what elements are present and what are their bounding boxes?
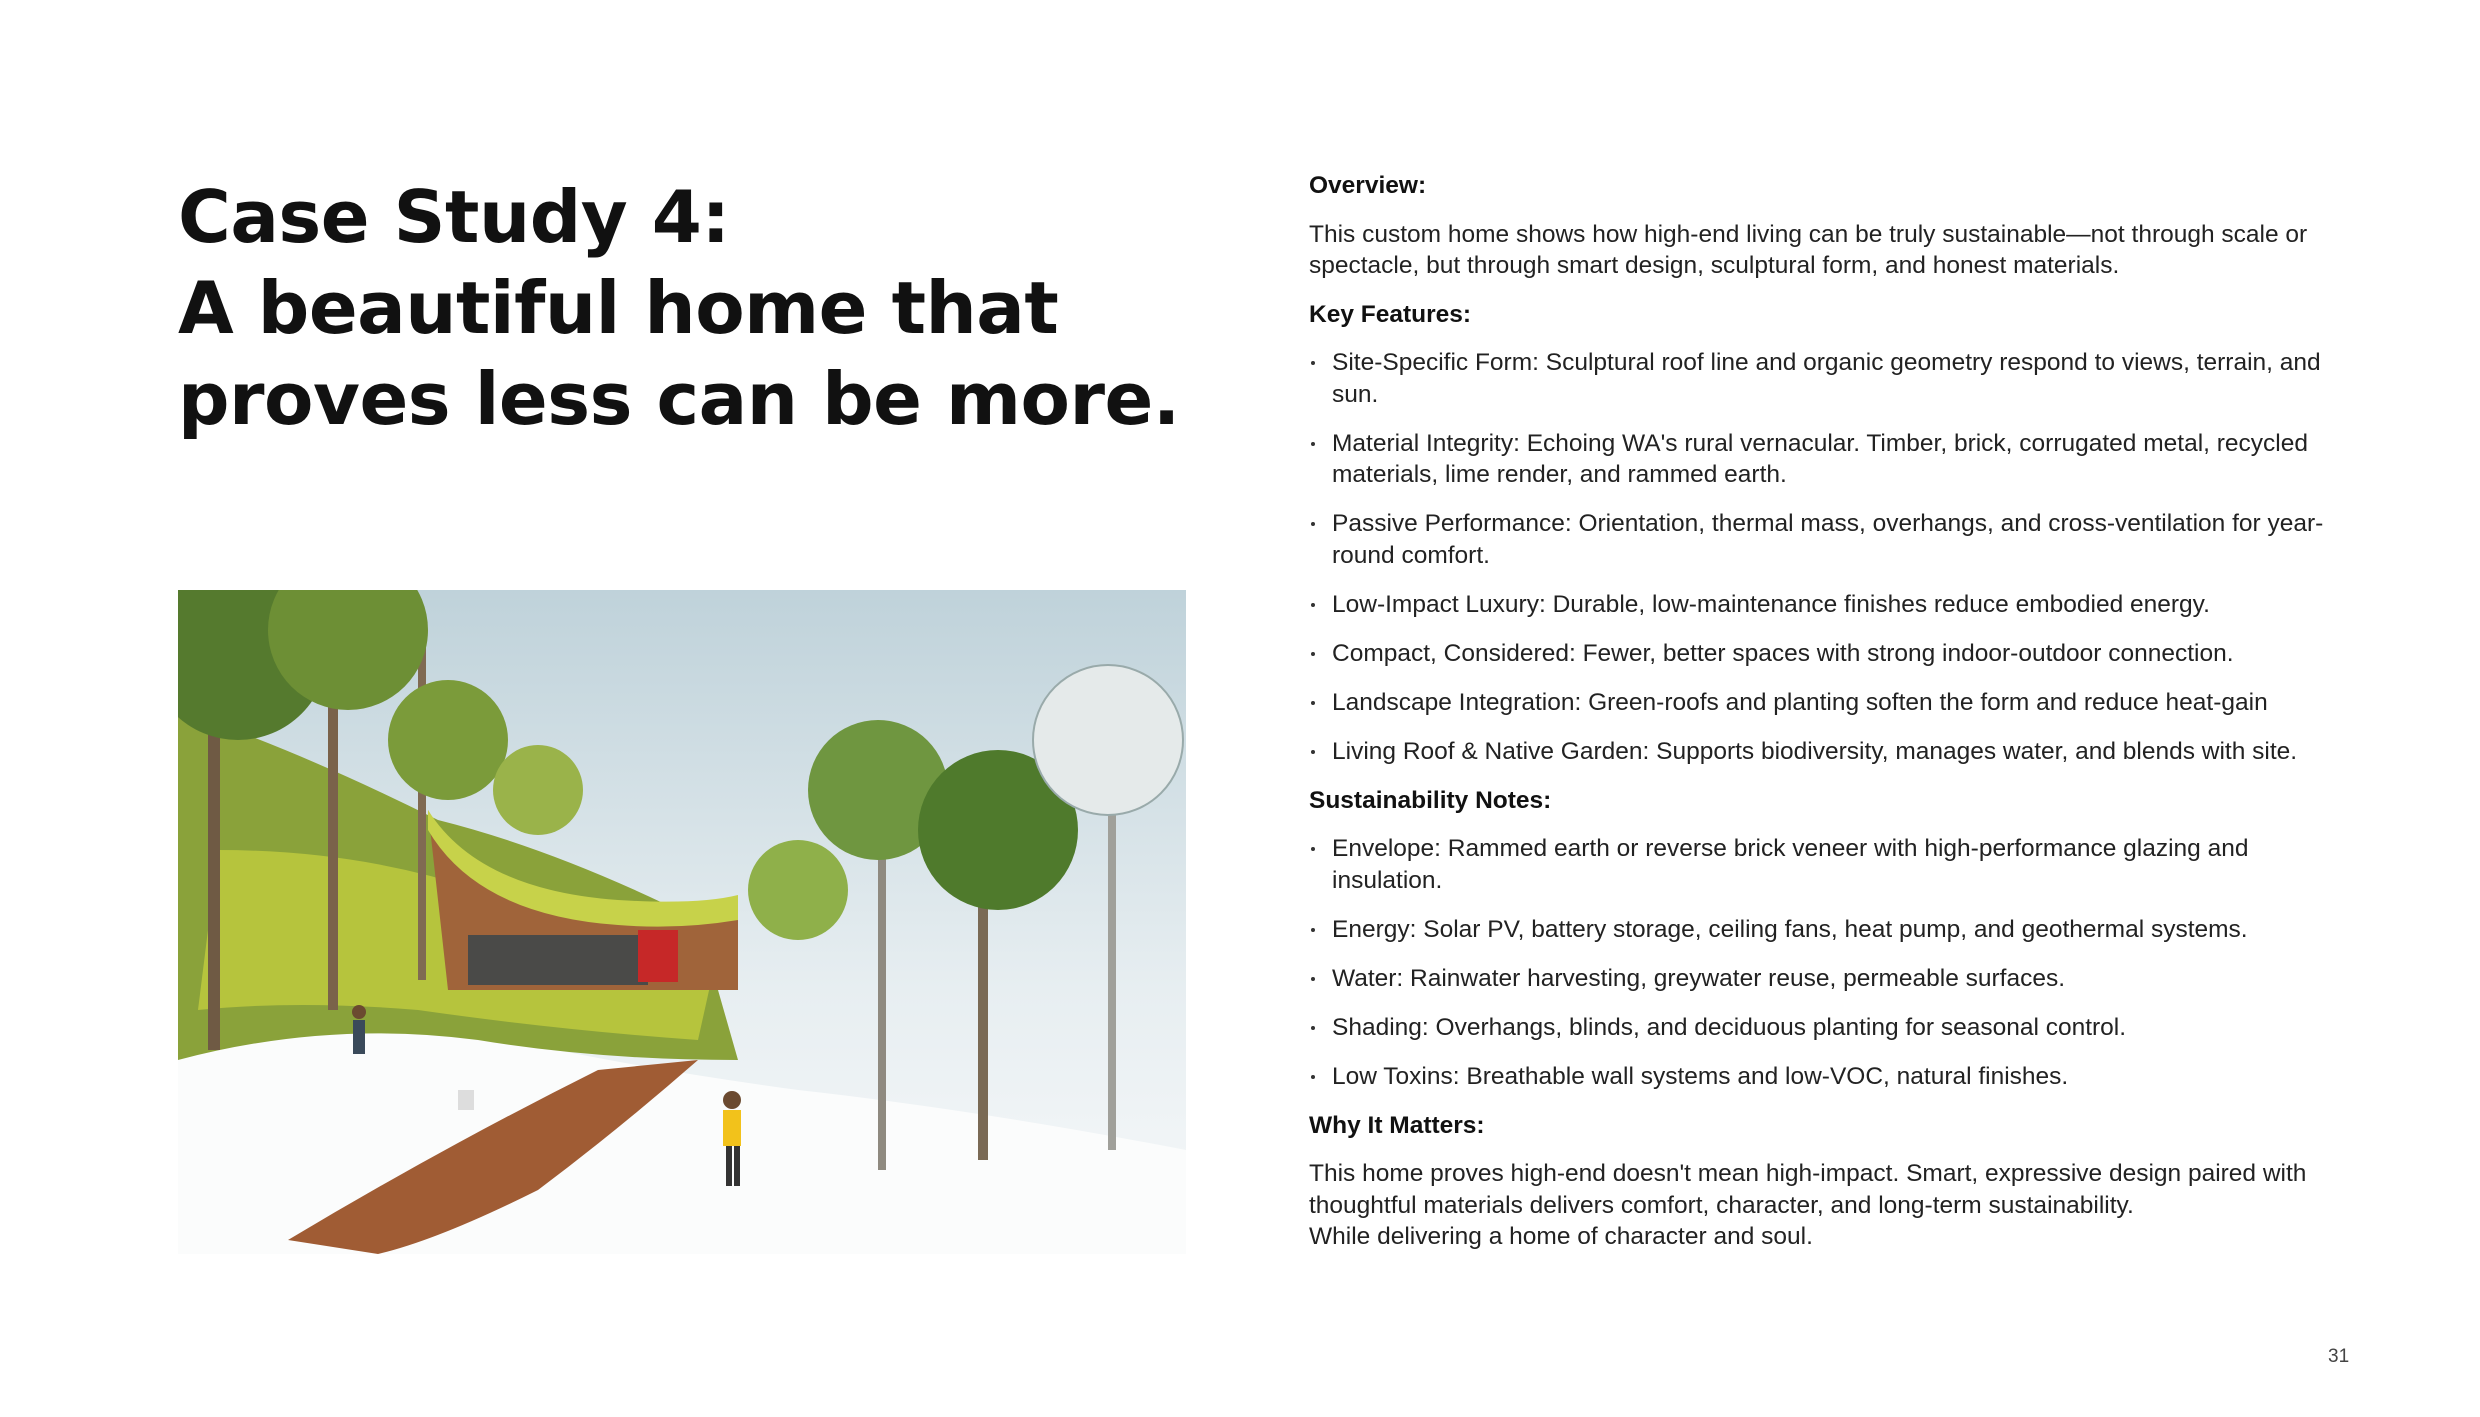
list-item: Living Roof & Native Garden: Supports biodiversity, manages water, and blends with site. xyxy=(1309,736,2329,768)
list-item: Passive Performance: Orientation, thermal mass, overhangs, and cross-ventilation for year-round comfort. xyxy=(1309,508,2329,571)
title-line-3: proves less can be more. xyxy=(178,357,1180,441)
overview-heading: Overview: xyxy=(1309,172,1427,199)
list-item: Shading: Overhangs, blinds, and deciduous planting for seasonal control. xyxy=(1309,1012,2329,1044)
list-item: Landscape Integration: Green-roofs and planting soften the form and reduce heat-gain xyxy=(1309,687,2329,719)
architectural-rendering-illustration xyxy=(178,590,1186,1254)
why-text-line-1: This home proves high-end doesn't mean high-impact. Smart, expressive design paired with thoughtful materials delivers comfort, character, and long-term sustainability. xyxy=(1309,1160,2307,1219)
overview-text: This custom home shows how high-end living can be truly sustainable—not through scale or spectacle, but through smart design, sculptural form, and honest materials. xyxy=(1309,220,2308,279)
list-item: Low-Impact Luxury: Durable, low-maintenance finishes reduce embodied energy. xyxy=(1309,589,2329,621)
content-column xyxy=(1309,170,2329,1253)
why-text-line-2: While delivering a home of character and soul. xyxy=(1309,1223,1813,1250)
why-text xyxy=(1309,1158,2329,1253)
title-line-2: A beautiful home that xyxy=(178,266,1059,350)
key-features-heading: Key Features: xyxy=(1309,300,1472,328)
list-item: Site-Specific Form: Sculptural roof line and organic geometry respond to views, terrain, and sun. xyxy=(1309,347,2329,410)
list-item: Compact, Considered: Fewer, better spaces with strong indoor-outdoor connection. xyxy=(1309,638,2329,670)
sustainability-list xyxy=(1309,833,2329,1092)
list-item: Envelope: Rammed earth or reverse brick veneer with high-performance glazing and insulation. xyxy=(1309,833,2329,896)
key-features-list xyxy=(1309,347,2329,767)
list-item: Energy: Solar PV, battery storage, ceiling fans, heat pump, and geothermal systems. xyxy=(1309,914,2329,946)
list-item: Low Toxins: Breathable wall systems and low-VOC, natural finishes. xyxy=(1309,1061,2329,1093)
sustainability-heading: Sustainability Notes: xyxy=(1309,786,1552,814)
list-item: Water: Rainwater harvesting, greywater reuse, permeable surfaces. xyxy=(1309,963,2329,995)
page-title xyxy=(178,172,1178,445)
page-number: 31 xyxy=(2328,1346,2350,1367)
title-line-1: Case Study 4: xyxy=(178,175,730,259)
list-item: Material Integrity: Echoing WA's rural vernacular. Timber, brick, corrugated metal, recycled materials, lime render, and rammed earth. xyxy=(1309,428,2329,491)
why-heading: Why It Matters: xyxy=(1309,1111,1485,1139)
